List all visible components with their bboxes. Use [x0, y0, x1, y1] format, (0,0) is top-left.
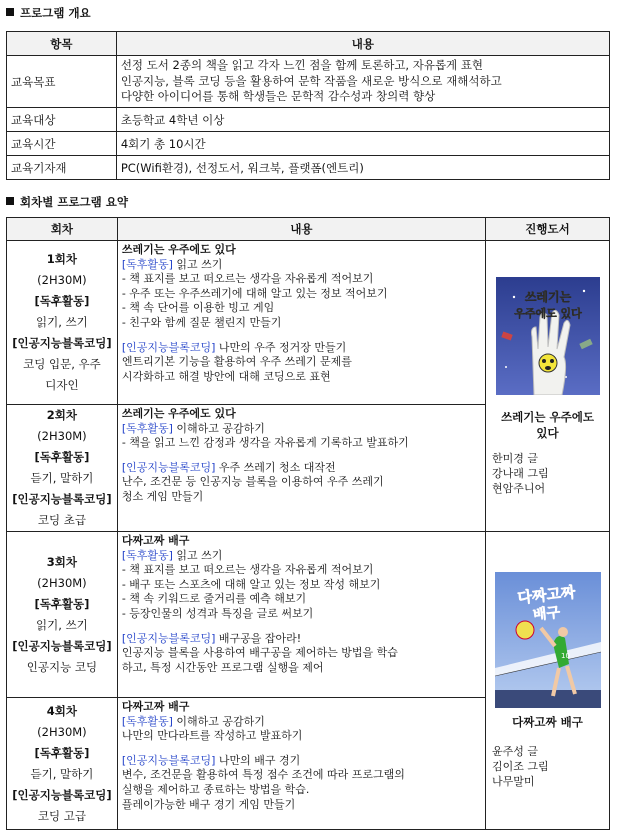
book-2-credits: 윤주성 글 김이조 그림 나무말미	[492, 745, 549, 788]
sessions-table	[6, 217, 610, 830]
table-row	[7, 56, 610, 108]
row-label: 교육대상	[7, 108, 117, 132]
row-value: PC(Wifi환경), 선정도서, 워크북, 플랫폼(엔트리)	[116, 156, 609, 180]
book-2-cell	[486, 532, 610, 830]
cover-title-line-1: 쓰레기는	[524, 289, 571, 304]
session-1-info: 1회차 (2H30M) [독후활동] 읽기, 쓰기 [인공지능블록코딩] 코딩 입문, 우주 디자인	[7, 241, 118, 405]
row-label: 교육시간	[7, 132, 117, 156]
book-cover-image	[496, 277, 600, 395]
session-1-content: 쓰레기는 우주에도 있다 [독후활동] 읽고 쓰기 - 책 표지를 보고 떠오르는 생각을 자유롭게 적어보기 - 우주 또는 우주쓰레기에 대해 알고 있는 정보 적어보기 - 책 속 단어를 이용한 빙고 게임 - 친구와 함께 질문 챌린지 만들기 [인공지능블록코딩] 나만의 우주 정거장 만들기 엔트리기본 기능을 활용하여 우주 쓰레기 문제를 시각화하고 해결 방안에 대해 코딩으로 표현	[117, 241, 485, 405]
session-3-info: 3회차 (2H30M) [독후활동] 읽기, 쓰기 [인공지능블록코딩] 인공지능 코딩	[7, 532, 118, 698]
row-value: 선정 도서 2종의 책을 읽고 각자 느낀 점을 함께 토론하고, 자유롭게 표현 인공지능, 블록 코딩 등을 활용하여 문학 작품을 새로운 방식으로 재해석하고 다양한 아이디어를 통해 학생들은 문학적 감수성과 창의력 향상	[116, 56, 609, 108]
session-2-info: 2회차 (2H30M) [독후활동] 듣기, 말하기 [인공지능블록코딩] 코딩 초급	[7, 405, 118, 532]
session-3-content: 다짜고짜 배구 [독후활동] 읽고 쓰기 - 책 표지를 보고 떠오르는 생각을 자유롭게 적어보기 - 배구 또는 스포츠에 대해 알고 있는 정보 작성 해보기 - 책 속 키워드로 줄거리를 예측 해보기 - 등장인물의 성격과 특징을 글로 써보기 [인공지능블록코딩] 배구공을 잡아라! 인공지능 블록을 사용하여 배구공을 제어하는 방법을 학습 하고, 특정 시간동안 프로그램 실행을 제어	[117, 532, 485, 698]
overview-section-title: 프로그램 개요	[6, 5, 91, 21]
row-value: 초등학교 4학년 이상	[116, 108, 609, 132]
row-value: 4회기 총 10시간	[116, 132, 609, 156]
square-bullet-icon	[6, 197, 14, 205]
session-4-info: 4회차 (2H30M) [독후활동] 듣기, 말하기 [인공지능블록코딩] 코딩 고급	[7, 698, 118, 830]
cover-title-line-1: 다짜고짜	[516, 583, 576, 608]
row-label: 교육기자재	[7, 156, 117, 180]
sessions-header-book: 진행도서	[486, 218, 610, 241]
table-row	[7, 241, 610, 405]
table-row	[7, 156, 610, 180]
cover-title-line-2: 배구	[531, 604, 561, 624]
session-4-content: 다짜고짜 배구 [독후활동] 이해하고 공감하기 나만의 만다라트를 작성하고 발표하기 [인공지능블록코딩] 나만의 배구 경기 변수, 조건문을 활용하여 특정 점수 조건에 따라 프로그램의 실행을 제어하고 종료하는 방법을 학습. 플레이가능한 배구 경기 게임 만들기	[117, 698, 485, 830]
book-1-credits: 한미경 글 강나래 그림 현암주니어	[492, 451, 549, 495]
table-row	[7, 108, 610, 132]
book-2-title: 다짜고짜 배구	[512, 715, 583, 729]
overview-header-content: 내용	[116, 32, 609, 56]
cover-jersey-number: 10	[560, 652, 570, 660]
row-label: 교육목표	[7, 56, 117, 108]
sessions-header-round: 회차	[7, 218, 118, 241]
book-1-cell	[486, 241, 610, 532]
sessions-header-content: 내용	[117, 218, 485, 241]
overview-header-item: 항목	[7, 32, 117, 56]
book-cover-image	[495, 572, 601, 708]
cover-title-line-2: 우주에도 있다	[513, 306, 582, 320]
session-2-content: 쓰레기는 우주에도 있다 [독후활동] 이해하고 공감하기 - 책을 읽고 느낀 감정과 생각을 자유롭게 기록하고 발표하기 [인공지능블록코딩] 우주 쓰레기 청소 대작전 난수, 조건문 등 인공지능 블록을 이용하여 우주 쓰레기 청소 게임 만들기	[117, 405, 485, 532]
table-row	[7, 132, 610, 156]
overview-table	[6, 31, 610, 180]
square-bullet-icon	[6, 8, 14, 16]
sessions-section-title: 회차별 프로그램 요약	[6, 194, 128, 210]
book-1-title: 쓰레기는 우주에도 있다	[501, 409, 594, 440]
table-row	[7, 532, 610, 698]
